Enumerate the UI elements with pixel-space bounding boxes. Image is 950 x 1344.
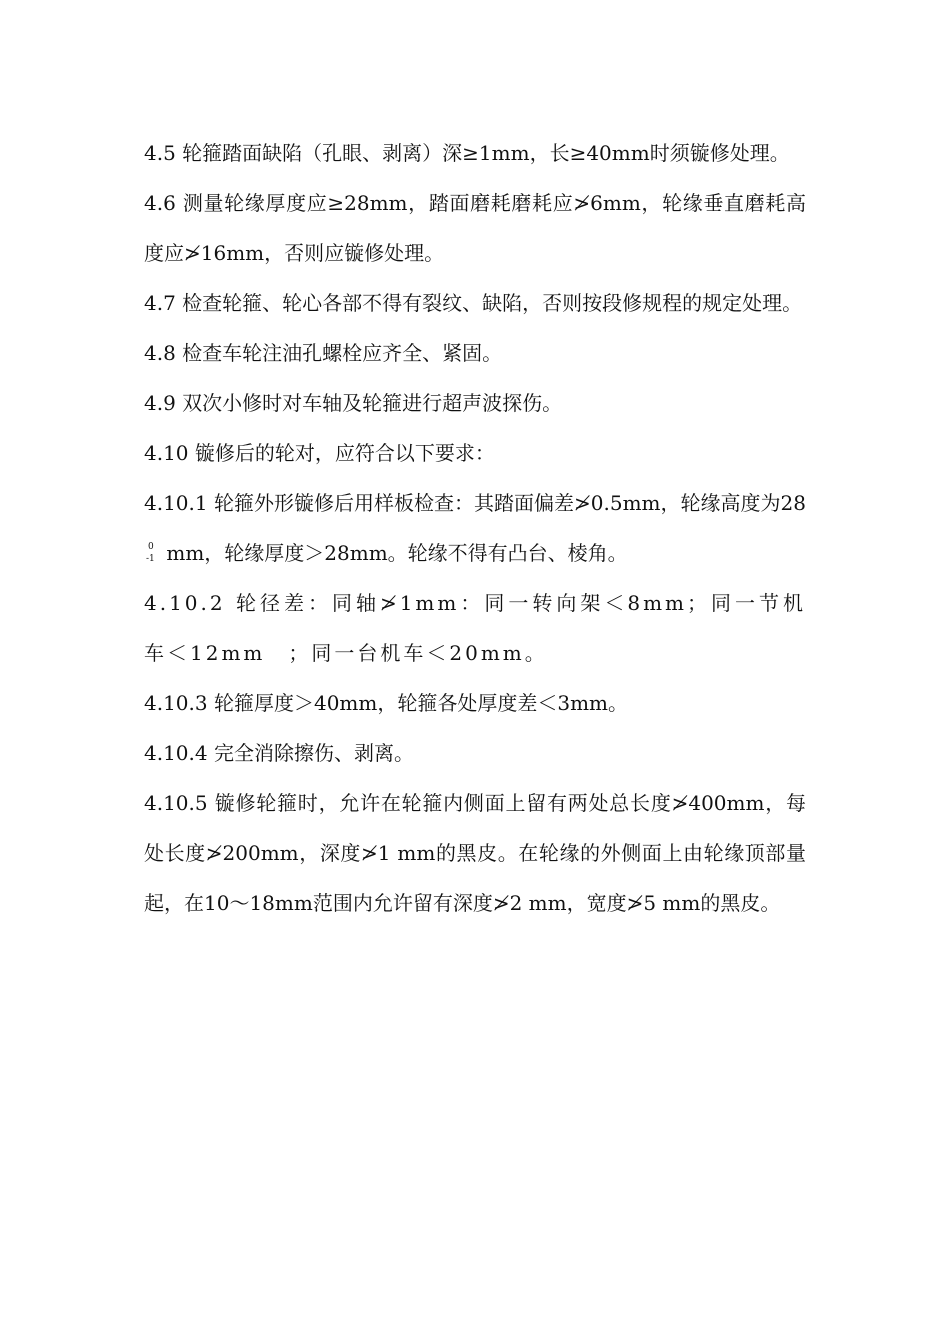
paragraph-4-10-4: 4.10.4 完全消除擦伤、剥离。: [144, 741, 414, 765]
paragraph-4-10-1-text-after: mm，轮缘厚度＞28mm。轮缘不得有凸台、棱角。: [160, 541, 628, 565]
paragraph-4-6: 4.6 测量轮缘厚度应≥28mm，踏面磨耗磨耗应≯6mm，轮缘垂直磨耗高度应≯16mm，否则应镟修处理。: [144, 191, 806, 265]
paragraph-4-10-2: 4.10.2 轮径差：同轴≯1mm：同一转向架＜8mm；同一节机车＜12mm ；同一台机车＜20mm。: [144, 591, 806, 665]
paragraph-4-8: 4.8 检查车轮注油孔螺栓应齐全、紧固。: [144, 341, 503, 365]
paragraph-4-5: 4.5 轮箍踏面缺陷（孔眼、剥离）深≥1mm，长≥40mm时须镟修处理。: [144, 141, 790, 165]
tolerance-lower: -1: [146, 553, 155, 564]
paragraph-4-10-1: [144, 478, 806, 578]
paragraph-4-7: 4.7 检查轮箍、轮心各部不得有裂纹、缺陷，否则按段修规程的规定处理。: [144, 291, 803, 315]
paragraph-4-10: 4.10 镟修后的轮对，应符合以下要求：: [144, 441, 495, 465]
paragraph-4-10-5: 4.10.5 镟修轮箍时，允许在轮箍内侧面上留有两处总长度≯400mm，每处长度≯200mm，深度≯1 mm的黑皮。在轮缘的外侧面上由轮缘顶部量起，在10～18mm范围内允许留有深度≯2 mm，宽度≯5 mm的黑皮。: [144, 791, 806, 915]
paragraph-4-9: 4.9 双次小修时对车轴及轮箍进行超声波探伤。: [144, 391, 563, 415]
tolerance-upper: 0: [148, 541, 154, 552]
paragraph-4-10-3: 4.10.3 轮箍厚度＞40mm，轮箍各处厚度差＜3mm。: [144, 691, 629, 715]
tolerance-notation: [144, 541, 160, 565]
paragraph-4-10-1-text-before: 4.10.1 轮箍外形镟修后用样板检查：其踏面偏差≯0.5mm，轮缘高度为28: [144, 491, 806, 515]
document-body: [144, 128, 806, 928]
